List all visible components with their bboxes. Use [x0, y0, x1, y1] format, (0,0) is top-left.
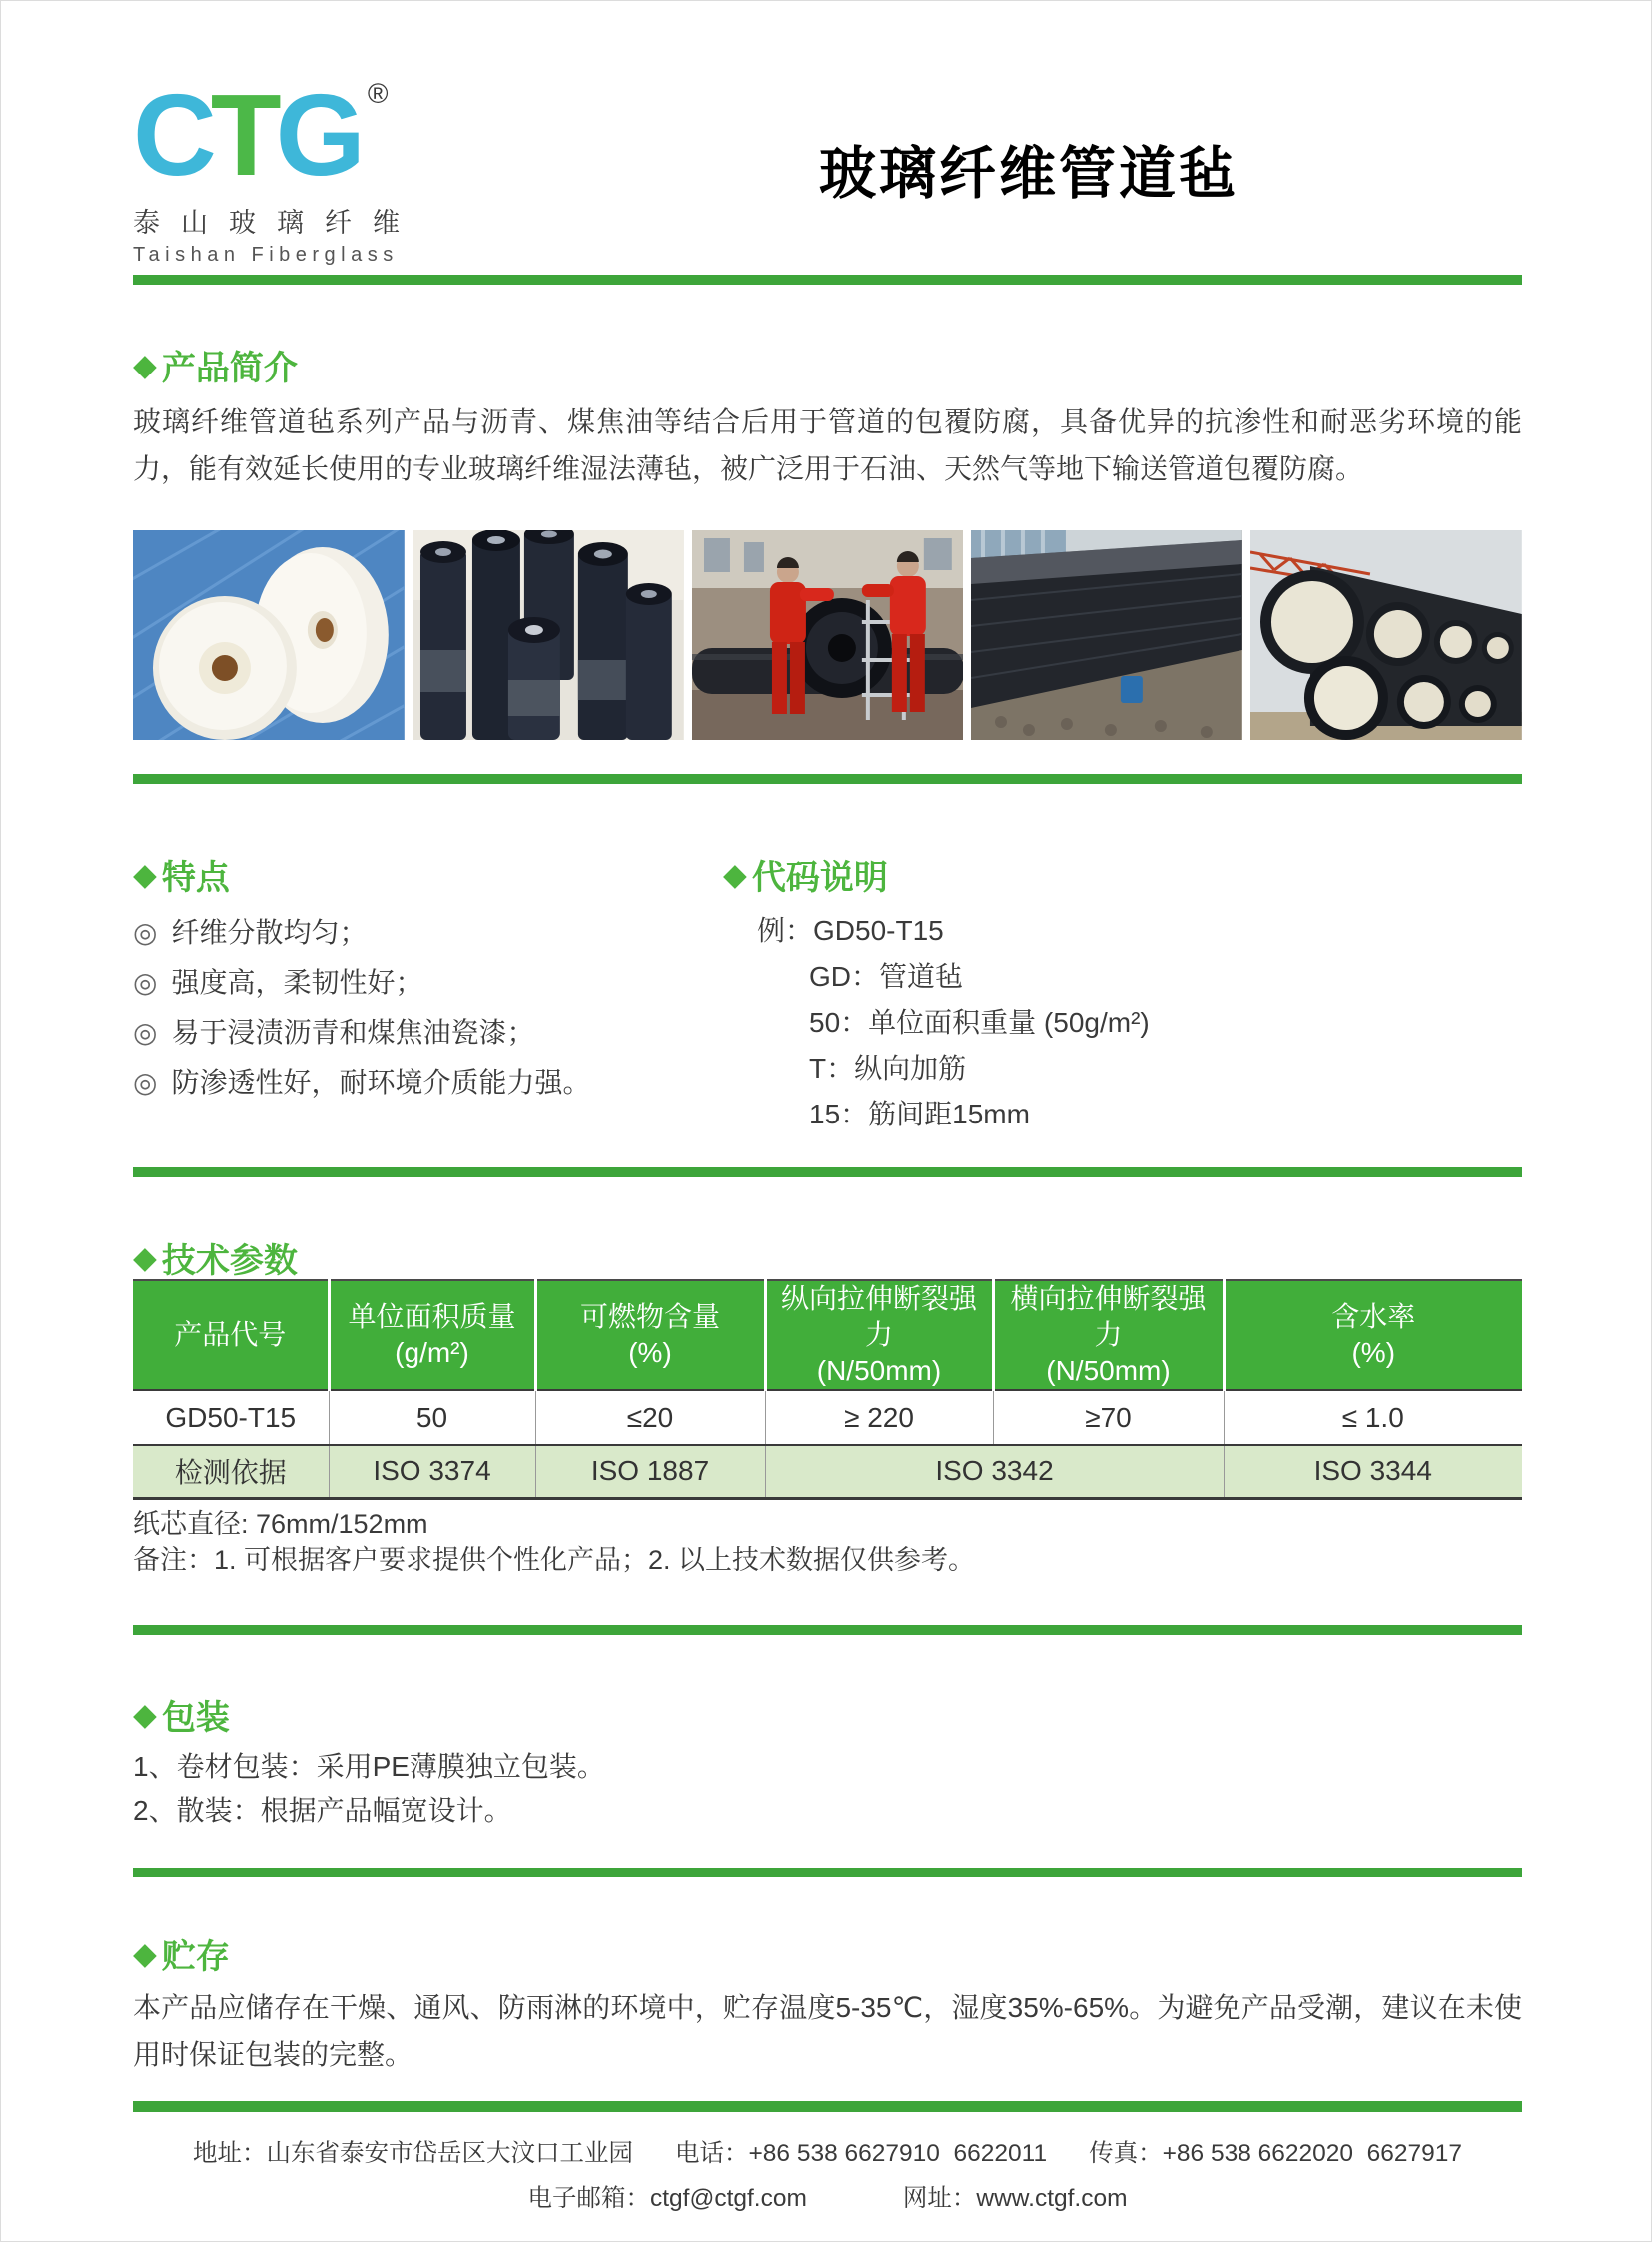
page-title: 玻璃纤维管道毡 [819, 142, 1239, 206]
brand-name-english: Taishan Fiberglass [133, 243, 399, 266]
section-title-intro: 产品简介 [161, 349, 298, 387]
website-value: www.ctgf.com [976, 2184, 1128, 2212]
cell-iso-3344: ISO 3344 [1224, 1445, 1522, 1498]
logo-letter-t: T [210, 70, 276, 200]
feature-text: 纤维分散均匀； [171, 917, 368, 948]
col-header-longitudinal-tensile: 纵向拉伸断裂强力 (N/50mm) [765, 1280, 993, 1390]
col-header-combustible-content: 可燃物含量 (%) [535, 1280, 765, 1390]
section-heading-packaging [133, 1695, 1522, 1735]
photo-wrapped-pipe [971, 530, 1242, 740]
features-column [133, 854, 723, 1137]
phone-value: +86 538 6627910 6622011 [748, 2139, 1048, 2167]
code-item: T：纵向加筋 [809, 1053, 967, 1084]
footer-line-2 [133, 2179, 1522, 2214]
intro-paragraph: 玻璃纤维管道毡系列产品与沥青、煤焦油等结合后用于管道的包覆防腐，具备优异的抗渗性和耐恶劣环境的能力，能有效延长使用的专业玻璃纤维湿法薄毡，被广泛用于石油、天然气等地下输送管道包覆防腐。 [133, 406, 1522, 484]
cell-mass: 50 [329, 1390, 535, 1445]
footer-fax [1089, 2134, 1462, 2169]
phone-label: 电话： [674, 2139, 749, 2167]
photo-coated-steel-pipes [1250, 530, 1522, 740]
col-header-product-code: 产品代号 [133, 1280, 329, 1390]
white-felt-rolls-image [133, 530, 405, 740]
ring-bullet-icon: ◎ [133, 1017, 158, 1048]
diamond-icon: ◆ [133, 347, 157, 382]
section-heading-features [133, 854, 723, 897]
section-title-features: 特点 [161, 858, 230, 897]
cell-longitudinal: ≥ 220 [765, 1390, 993, 1445]
footer-email [527, 2179, 806, 2214]
diamond-icon: ◆ [133, 1239, 157, 1275]
cell-iso-3342: ISO 3342 [765, 1445, 1224, 1498]
code-item: 15：筋间距15mm [809, 1099, 1030, 1129]
divider-bar-2 [133, 774, 1522, 784]
website-label: 网址： [902, 2184, 977, 2212]
packaging-item: 1、卷材包装：采用PE薄膜独立包装。 [133, 1750, 605, 1782]
divider-bar-4 [133, 1625, 1522, 1635]
cell-iso-1887: ISO 1887 [535, 1445, 765, 1498]
packaging-list [133, 1745, 1522, 1833]
cell-transverse: ≥70 [993, 1390, 1224, 1445]
logo-letter-g: G [275, 70, 360, 200]
registered-trademark-icon: ® [367, 78, 389, 109]
section-heading-code [723, 854, 1522, 897]
code-item: 50：单位面积重量 (50g/m²) [809, 1007, 1150, 1038]
pipe-wrapping-workers-image [692, 530, 964, 740]
page-header [133, 0, 1522, 275]
email-value: ctgf@ctgf.com [649, 2184, 807, 2212]
fax-value: +86 538 6622020 6627917 [1162, 2139, 1463, 2167]
feature-item [133, 1008, 723, 1058]
address-label: 地址： [192, 2139, 267, 2167]
address-value: 山东省泰安市岱岳区大汶口工业园 [266, 2139, 633, 2167]
feature-item [133, 1058, 723, 1108]
ctg-logo-wordmark [133, 70, 420, 200]
remarks-note: 备注：1. 可根据客户要求提供个性化产品；2. 以上技术数据仅供参考。 [133, 1544, 976, 1575]
features-list [133, 908, 723, 1108]
section-title-packaging: 包装 [161, 1699, 230, 1737]
ring-bullet-icon: ◎ [133, 917, 158, 948]
footer-address [193, 2134, 633, 2169]
cell-product-code: GD50-T15 [133, 1390, 329, 1445]
feature-item [133, 958, 723, 1008]
code-items [809, 954, 1522, 1137]
divider-bar-5 [133, 1868, 1522, 1877]
footer-phone [675, 2134, 1047, 2169]
brand-logo [133, 70, 420, 267]
section-heading-specs [133, 1237, 1522, 1280]
product-photo-strip [133, 530, 1522, 740]
packaging-item: 2、散装：根据产品幅宽设计。 [133, 1794, 512, 1826]
cell-combustible: ≤20 [535, 1390, 765, 1445]
specs-header-row [133, 1280, 1522, 1390]
code-item: GD：管道毡 [809, 961, 964, 992]
section-heading-intro [133, 345, 1522, 387]
specs-data-row [133, 1390, 1522, 1445]
storage-paragraph: 本产品应储存在干燥、通风、防雨淋的环境中，贮存温度5-35℃，湿度35%-65%。为避免产品受潮，建议在未使用时保证包装的完整。 [133, 1991, 1522, 2070]
specs-test-standards-row [133, 1445, 1522, 1498]
section-title-storage: 贮存 [161, 1938, 230, 1976]
feature-item [133, 908, 723, 958]
fax-label: 传真： [1089, 2139, 1163, 2167]
cell-test-label: 检测依据 [133, 1445, 329, 1498]
divider-bar-1 [133, 275, 1522, 285]
cell-iso-3374: ISO 3374 [329, 1445, 535, 1498]
ring-bullet-icon: ◎ [133, 1067, 158, 1098]
feature-text: 强度高，柔韧性好； [171, 967, 423, 998]
footer [133, 2134, 1522, 2214]
wrapped-pipe-image [971, 530, 1242, 740]
ring-bullet-icon: ◎ [133, 967, 158, 998]
col-header-transverse-tensile: 横向拉伸断裂强力 (N/50mm) [993, 1280, 1224, 1390]
black-felt-rolls-image [413, 530, 684, 740]
diamond-icon: ◆ [133, 1936, 157, 1971]
specs-table [133, 1279, 1522, 1500]
feature-text: 易于浸渍沥青和煤焦油瓷漆； [171, 1017, 535, 1048]
code-column [723, 854, 1522, 1137]
diamond-icon: ◆ [723, 856, 747, 892]
diamond-icon: ◆ [133, 1697, 157, 1732]
feature-text: 防渗透性好，耐环境介质能力强。 [171, 1067, 591, 1098]
brand-name-chinese: 泰山玻璃纤维 [133, 207, 420, 238]
section-heading-storage [133, 1934, 1522, 1974]
diamond-icon: ◆ [133, 856, 157, 892]
coated-steel-pipes-image [1250, 530, 1522, 740]
cell-moisture: ≤ 1.0 [1224, 1390, 1522, 1445]
section-title-specs: 技术参数 [161, 1241, 298, 1280]
col-header-moisture: 含水率 (%) [1224, 1280, 1522, 1390]
features-and-code-section [133, 854, 1522, 1137]
photo-white-felt-rolls [133, 530, 405, 740]
photo-black-felt-rolls [413, 530, 684, 740]
footer-line-1 [133, 2134, 1522, 2169]
photo-pipe-wrapping-workers [692, 530, 964, 740]
email-label: 电子邮箱： [527, 2184, 650, 2212]
logo-letter-c: C [133, 70, 211, 200]
core-diameter-note: 纸芯直径: 76mm/152mm [133, 1508, 428, 1539]
footer-website [903, 2179, 1128, 2214]
divider-bar-3 [133, 1167, 1522, 1177]
section-title-code: 代码说明 [751, 858, 888, 897]
code-explanation [757, 908, 1522, 1137]
col-header-mass-per-area: 单位面积质量 (g/m²) [329, 1280, 535, 1390]
code-example: 例：GD50-T15 [757, 915, 944, 946]
footer-divider-bar [133, 2101, 1522, 2112]
